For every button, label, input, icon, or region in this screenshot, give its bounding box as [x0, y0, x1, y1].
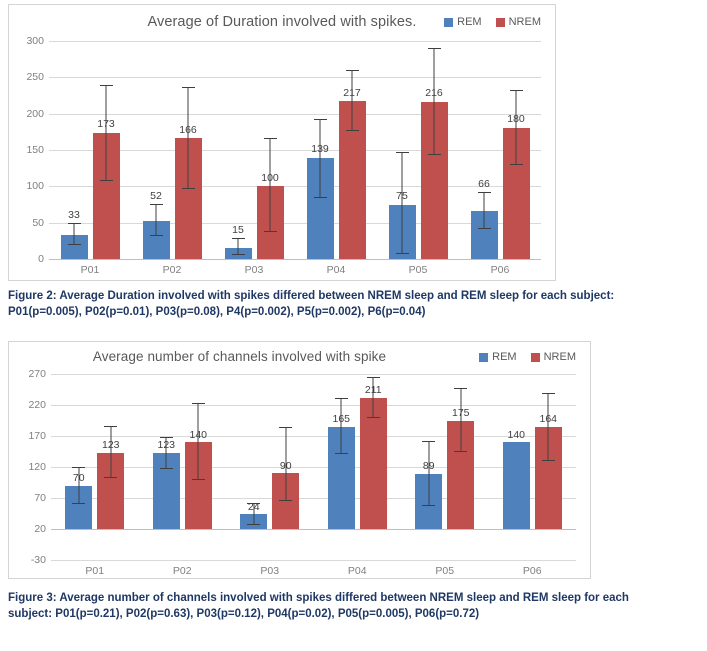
bar-label: 140 [189, 428, 208, 441]
x-tick: P04 [326, 264, 346, 276]
error-bar [428, 442, 429, 506]
error-cap-high [542, 393, 555, 394]
bar-label: 166 [179, 123, 197, 136]
bar-label: 217 [343, 86, 361, 99]
error-bar [110, 427, 111, 478]
chart-legend-duration [444, 16, 541, 28]
bar-column-rem [415, 374, 442, 560]
y-tick: 70 [34, 492, 46, 504]
error-cap-low [232, 254, 245, 255]
bar-column-nrem [360, 374, 387, 560]
legend-label-nrem: NREM [543, 351, 576, 363]
legend-entry-nrem [496, 16, 541, 28]
bar-label: 33 [68, 208, 80, 221]
bar-label: 123 [101, 439, 120, 452]
bar-label: 70 [72, 471, 85, 484]
y-axis-duration [9, 35, 49, 265]
error-cap-high [367, 377, 380, 378]
error-cap-low [422, 505, 435, 506]
error-cap-low [478, 228, 491, 229]
error-bar [484, 193, 485, 229]
error-cap-high [104, 426, 117, 427]
bar-column-nrem [175, 41, 202, 259]
bar-column-nrem [185, 374, 212, 560]
bar-column-nrem [339, 41, 366, 259]
y-tick: 20 [34, 522, 46, 535]
error-cap-low [100, 180, 113, 181]
x-tick: P03 [260, 565, 280, 577]
bar-group [51, 374, 139, 560]
error-cap-low [542, 460, 555, 461]
y-tick: 100 [26, 180, 44, 193]
error-cap-high [428, 48, 441, 49]
y-tick: 170 [28, 429, 46, 442]
bar-group [489, 374, 577, 560]
error-cap-low [367, 417, 380, 418]
error-cap-low [247, 524, 260, 525]
error-cap-high [454, 388, 467, 389]
chart-legend-channels [479, 351, 576, 363]
error-cap-low [510, 164, 523, 165]
error-bar [548, 394, 549, 461]
error-bar [270, 139, 271, 232]
error-cap-low [150, 235, 163, 236]
y-axis-channels [9, 368, 51, 566]
x-tick: P06 [490, 264, 510, 276]
chart-panel-channels [8, 341, 591, 579]
y-tick: 150 [26, 144, 44, 156]
bar-column-rem [225, 41, 252, 259]
y-tick: 270 [28, 368, 46, 380]
x-tick: P01 [85, 565, 105, 577]
error-bar [188, 88, 189, 189]
bar-label: 211 [364, 384, 382, 397]
error-cap-low [68, 244, 81, 245]
x-tick: P02 [162, 264, 182, 276]
error-cap-low [396, 253, 409, 254]
legend-label-nrem: NREM [508, 16, 541, 28]
error-cap-low [279, 500, 292, 501]
bar-group [459, 41, 541, 259]
error-cap-high [100, 85, 113, 86]
legend-entry-rem [444, 16, 481, 28]
legend-swatch-rem [479, 353, 488, 362]
plot-area-channels [9, 368, 590, 566]
y-tick: 300 [26, 35, 44, 47]
legend-entry-nrem [531, 351, 576, 363]
error-cap-high [314, 119, 327, 120]
bar-column-nrem [93, 41, 120, 259]
bar-group [377, 41, 459, 259]
bar-label: 100 [261, 171, 279, 184]
chart-panel-duration [8, 4, 556, 281]
bar-label: 24 [247, 500, 260, 513]
error-bar [434, 49, 435, 155]
error-cap-high [68, 223, 81, 224]
error-cap-high [279, 427, 292, 428]
bar-column-rem [389, 41, 416, 259]
error-bar [106, 86, 107, 180]
bar-label: 89 [422, 459, 435, 472]
x-axis-duration [49, 259, 541, 276]
x-tick: P05 [408, 264, 428, 276]
error-cap-high [422, 441, 435, 442]
bar-label: 180 [507, 112, 525, 125]
bar-column-rem [307, 41, 334, 259]
error-bar [198, 404, 199, 480]
error-cap-low [428, 154, 441, 155]
figure-3-caption [8, 590, 698, 622]
legend-label-rem: REM [457, 16, 482, 28]
bar-label: 15 [232, 224, 244, 237]
error-cap-high [182, 87, 195, 88]
bar-column-rem [471, 41, 498, 259]
legend-swatch-nrem [496, 18, 505, 27]
bar-group [49, 41, 131, 259]
error-cap-high [264, 138, 277, 139]
bar-column-rem [143, 41, 170, 259]
x-tick: P03 [244, 264, 264, 276]
error-cap-high [346, 70, 359, 71]
bar-group [226, 374, 314, 560]
caption-line: Figure 3: Average number of channels involved with spikes differed between NREM sleep and REM sleep for each [8, 592, 629, 604]
bar-label: 140 [507, 428, 526, 441]
bar-column-nrem [421, 41, 448, 259]
error-cap-high [478, 192, 491, 193]
x-tick: P02 [172, 565, 192, 577]
error-cap-low [72, 503, 85, 504]
bar-groups-channels [51, 374, 576, 560]
caption-line: Figure 2: Average Duration involved with spikes differed between NREM sleep and REM sleep for each subject: [8, 290, 615, 302]
error-bar [156, 205, 157, 236]
bar-label: 123 [157, 439, 176, 452]
error-bar [238, 239, 239, 255]
bar-group [131, 41, 213, 259]
x-tick: P05 [435, 565, 455, 577]
bar-column-rem [61, 41, 88, 259]
error-bar [402, 153, 403, 254]
error-cap-high [192, 403, 205, 404]
error-bar [320, 120, 321, 198]
y-tick: 0 [38, 253, 44, 265]
error-bar [460, 389, 461, 452]
caption-line: subject: P01(p=0.21), P02(p=0.63), P03(p=0.12), P04(p=0.02), P05(p=0.005), P06(p=0.72) [8, 608, 480, 620]
error-cap-low [192, 479, 205, 480]
bar-column-nrem [97, 374, 124, 560]
error-cap-high [72, 467, 85, 468]
legend-swatch-nrem [531, 353, 540, 362]
error-cap-high [510, 90, 523, 91]
error-bar [341, 399, 342, 454]
bar-group [314, 374, 402, 560]
legend-swatch-rem [444, 18, 453, 27]
caption-line: P01(p=0.005), P02(p=0.01), P03(p=0.08), P4(p=0.002), P5(p=0.002), P6(p=0.04) [8, 306, 426, 318]
y-tick: 120 [28, 461, 46, 473]
bar-column-rem [65, 374, 92, 560]
error-cap-low [346, 130, 359, 131]
bar-column-nrem [257, 41, 284, 259]
bar-label: 90 [279, 459, 292, 472]
error-cap-high [335, 398, 348, 399]
bar-label: 216 [425, 86, 443, 99]
y-tick: 200 [26, 107, 44, 120]
legend-entry-rem [479, 351, 516, 363]
bar-column-rem [503, 374, 530, 560]
error-cap-low [160, 468, 173, 469]
x-tick: P01 [80, 264, 100, 276]
grid-duration [49, 41, 541, 259]
y-tick: 220 [28, 399, 46, 411]
error-cap-low [454, 451, 467, 452]
bar-column-nrem [272, 374, 299, 560]
error-cap-low [264, 231, 277, 232]
bar-rem [503, 442, 530, 529]
bar-column-rem [328, 374, 355, 560]
x-axis-channels [51, 560, 576, 577]
figure-2-caption [8, 288, 698, 320]
error-cap-low [335, 453, 348, 454]
error-cap-low [104, 477, 117, 478]
x-tick: P06 [522, 565, 542, 577]
error-cap-low [182, 188, 195, 189]
bar-column-rem [240, 374, 267, 560]
bar-label: 75 [396, 190, 408, 203]
error-bar [74, 224, 75, 245]
plot-area-duration [9, 35, 555, 265]
bar-group [213, 41, 295, 259]
error-bar [516, 91, 517, 165]
chart-title-duration: Average of Duration involved with spikes. [147, 14, 417, 30]
grid-channels [51, 374, 576, 560]
bar-group [401, 374, 489, 560]
y-tick: 50 [32, 216, 44, 229]
bar-column-nrem [535, 374, 562, 560]
bar-column-nrem [447, 374, 474, 560]
bar-column-nrem [503, 41, 530, 259]
error-cap-high [150, 204, 163, 205]
bar-groups-duration [49, 41, 541, 259]
bar-label: 175 [451, 406, 470, 419]
legend-label-rem: REM [492, 351, 517, 363]
chart-title-channels: Average number of channels involved with spike [92, 349, 387, 364]
bar-group [295, 41, 377, 259]
error-bar [352, 71, 353, 131]
bar-label: 66 [478, 178, 490, 191]
x-tick: P04 [347, 565, 367, 577]
bar-column-rem [153, 374, 180, 560]
bar-label: 165 [332, 413, 351, 426]
bar-label: 173 [97, 118, 115, 131]
bar-label: 52 [150, 190, 162, 203]
error-cap-high [232, 238, 245, 239]
bar-label: 164 [539, 413, 558, 426]
y-tick: 250 [26, 71, 44, 84]
y-tick: -30 [30, 554, 46, 566]
bar-label: 139 [311, 143, 329, 156]
error-cap-low [314, 197, 327, 198]
bar-group [139, 374, 227, 560]
error-cap-high [396, 152, 409, 153]
error-cap-high [160, 437, 173, 438]
